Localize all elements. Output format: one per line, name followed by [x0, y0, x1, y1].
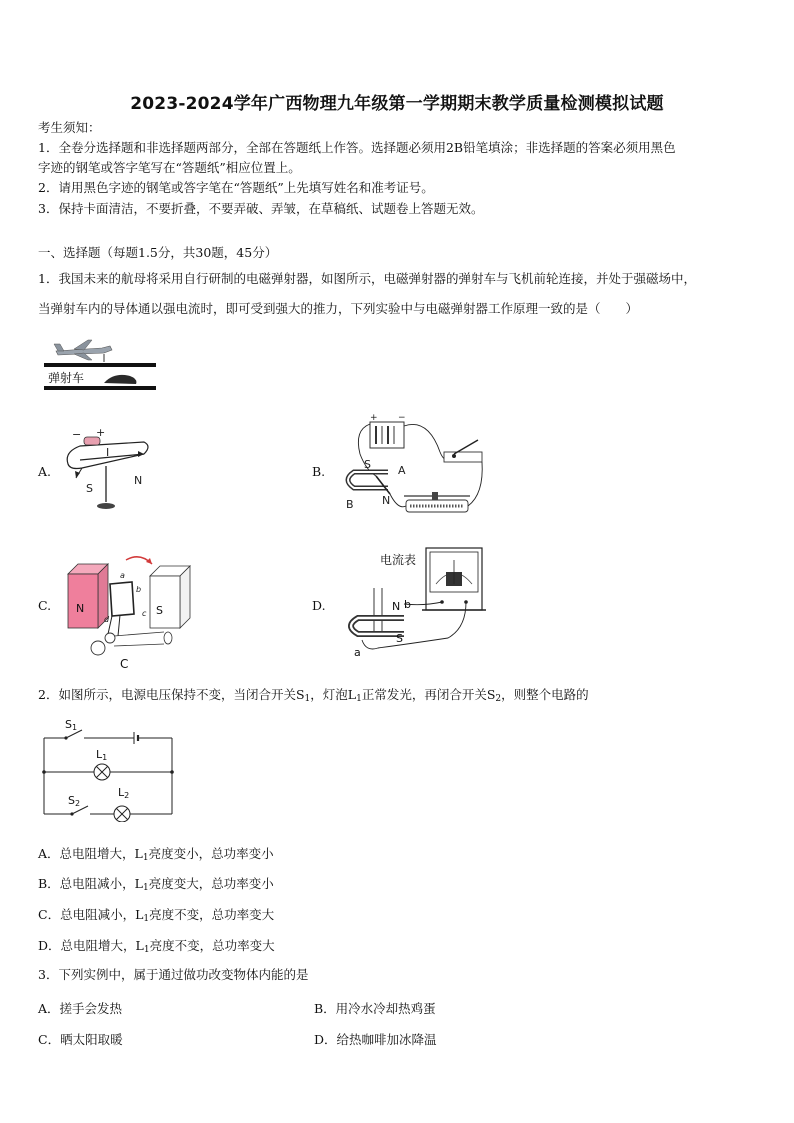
svg-text:+: + [96, 426, 106, 439]
magnet-n-pole [68, 564, 108, 628]
lamp-l2-icon [114, 806, 130, 822]
q3-stem: 3．下列实例中，属于通过做功改变物体内能的是 [38, 967, 309, 982]
notice-item-2: 2．请用黑色字迹的钢笔或答字笔在“答题纸”上先填写姓名和准考证号。 [38, 180, 434, 195]
magnet-s-pole [150, 566, 190, 628]
bulb-icon [164, 632, 172, 644]
rheostat-icon [404, 492, 470, 512]
q1-option-d-figure [338, 544, 488, 662]
deck-rail-bottom [44, 386, 156, 390]
svg-text:N: N [76, 602, 85, 615]
svg-text:S: S [86, 482, 93, 495]
svg-text:B: B [346, 498, 354, 511]
svg-text:b: b [136, 585, 142, 594]
deck-rail-top [44, 363, 156, 367]
catapult-shuttle [104, 375, 136, 384]
notice-item-3: 3．保持卡面清洁，不要折叠，不要弄破、弄皱，在草稿纸、试题卷上答题无效。 [38, 201, 484, 216]
u-magnet-icon [348, 472, 388, 488]
q1-option-a-label[interactable]: A. [38, 464, 52, 479]
commutator [91, 641, 105, 655]
svg-text:S: S [396, 632, 403, 645]
notice-heading: 考生须知： [38, 120, 101, 135]
catapult-figure [44, 336, 160, 396]
svg-text:a: a [120, 571, 125, 580]
ammeter-label: 电流表 [380, 553, 417, 567]
svg-text:S: S [156, 604, 163, 617]
svg-text:b: b [404, 598, 411, 611]
page-title: 2023-2024学年广西物理九年级第一学期期末教学质量检测模拟试题 [130, 94, 664, 114]
q3-option-c[interactable]: C．晒太阳取暖 [38, 1032, 123, 1047]
svg-text:c: c [142, 609, 147, 618]
svg-text:S1: S1 [65, 718, 78, 732]
airplane-icon [54, 340, 112, 362]
q3-option-b[interactable]: B．用冷水冷却热鸡蛋 [314, 1001, 436, 1016]
svg-text:a: a [354, 646, 361, 659]
svg-text:−: − [72, 428, 82, 441]
q3-option-d[interactable]: D．给热咖啡加冰降温 [314, 1032, 437, 1047]
svg-text:S: S [364, 458, 371, 471]
svg-text:+: + [370, 413, 378, 423]
notice-item-1-line-1: 1．全卷分选择题和非选择题两部分，全部在答题纸上作答。选择题必须用2B铅笔填涂；非选择题的答案必须用黑色 [38, 140, 676, 155]
svg-text:L1: L1 [96, 748, 108, 762]
svg-text:S2: S2 [68, 794, 81, 808]
q1-option-c-label[interactable]: C. [38, 598, 52, 613]
q1-stem-line-2: 当弹射车内的导体通以强电流时，即可受到强大的推力，下列实验中与电磁弹射器工作原理一致的是（ ） [38, 301, 639, 316]
q2-option-a[interactable]: A．总电阻增大，$L_1$亮度变小，总功率变小 [38, 846, 274, 863]
catapult-label: 弹射车 [48, 371, 85, 385]
q2-option-c[interactable]: C．总电阻减小，$L_1$亮度不变，总功率变大 [38, 907, 275, 924]
q1-stem-line-1: 1．我国未来的航母将采用自行研制的电磁弹射器，如图所示，电磁弹射器的弹射车与飞机前轮连接，并处于强磁场中， [38, 271, 696, 286]
q2-option-d[interactable]: D．总电阻增大，$L_1$亮度不变，总功率变大 [38, 938, 275, 955]
notice-item-1-line-2: 字迹的钢笔或答字笔写在“答题纸”相应位置上。 [38, 160, 301, 175]
coil-loop [110, 582, 134, 616]
q1-option-b-figure [332, 410, 492, 525]
q1-option-b-label[interactable]: B. [312, 464, 326, 479]
battery-icon [370, 422, 404, 448]
svg-text:−: − [398, 413, 406, 423]
svg-text:C: C [120, 657, 129, 671]
conductor-rod [376, 476, 390, 494]
q3-option-a[interactable]: A．搓手会发热 [38, 1001, 123, 1016]
compass-base [97, 503, 115, 509]
svg-text:I: I [106, 446, 110, 459]
section-1-heading: 一、选择题（每题1.5分，共30题，45分） [38, 245, 278, 260]
lamp-l1-icon [94, 764, 110, 780]
q2-stem: 2．如图所示，电源电压保持不变，当闭合开关$S_1$，灯泡$L_1$正常发光，再闭合开关$S_2$，则整个电路的 [38, 687, 589, 704]
svg-text:N: N [392, 600, 401, 613]
q2-option-b[interactable]: B．总电阻减小，$L_1$亮度变大，总功率变小 [38, 876, 274, 893]
svg-text:A: A [398, 464, 406, 477]
q1-option-c-figure [64, 552, 198, 672]
svg-text:N: N [382, 494, 391, 507]
q2-circuit-diagram [38, 716, 178, 822]
q1-option-d-label[interactable]: D. [312, 598, 326, 613]
svg-text:N: N [134, 474, 143, 487]
switch-icon [444, 440, 482, 462]
svg-text:L2: L2 [118, 786, 130, 800]
q1-option-a-figure [58, 424, 168, 514]
ammeter-icon [422, 548, 486, 610]
svg-text:d: d [104, 615, 110, 624]
